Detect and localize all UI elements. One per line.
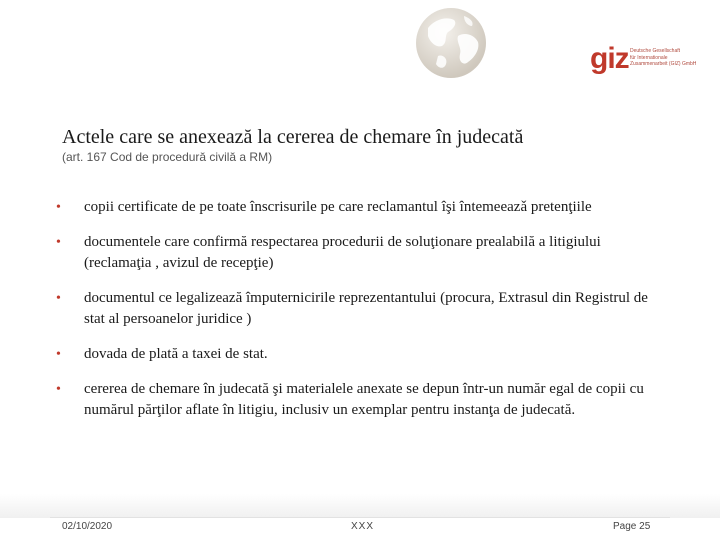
bullet-icon: • <box>56 235 61 250</box>
giz-logo <box>590 42 700 78</box>
list-item <box>56 344 666 365</box>
list-item <box>56 197 666 218</box>
bullet-text: dovada de plată a taxei de stat. <box>84 346 268 362</box>
bullet-text: copii certificate de pe toate înscrisurile pe care reclamantul îşi întemeeazǎ pretenţiile <box>84 199 592 215</box>
logo-mark: giz <box>590 42 629 75</box>
logo-line: für Internationale <box>630 54 668 61</box>
bullet-text: documentul ce legalizează împuternicirile reprezentantului (procura, Extrasul din Registrul de stat al persoanelor juridice ) <box>84 290 648 327</box>
bullet-icon: • <box>56 347 61 362</box>
bullet-icon: • <box>56 382 61 397</box>
logo-text <box>630 48 700 68</box>
footer-divider <box>50 517 670 518</box>
slide-subtitle: (art. 167 Cod de procedură civilă a RM) <box>62 150 273 164</box>
list-item <box>56 379 666 421</box>
page-number: Page 25 <box>613 521 651 532</box>
slide-title: Actele care se anexează la cererea de chemare în judecată <box>62 126 524 148</box>
list-item <box>56 232 666 274</box>
logo-line: Deutsche Gesellschaft <box>630 48 681 54</box>
list-item <box>56 288 666 330</box>
bullet-icon: • <box>56 200 61 215</box>
bullet-text: cererea de chemare în judecată şi materialele anexate se depun într-un număr egal de copii cu numărul părţilor aflate în litigiu, inclusiv un exemplar pentru instanţa de judecată. <box>84 381 644 418</box>
footer-date: 02/10/2020 <box>62 521 113 532</box>
footer-shadow <box>0 494 720 518</box>
footer-center: XXX <box>351 521 375 532</box>
globe-icon <box>414 6 488 80</box>
bullet-icon: • <box>56 291 61 306</box>
logo-line: Zusammenarbeit (GIZ) GmbH <box>630 61 697 67</box>
bullet-list <box>56 197 666 421</box>
bullet-text: documentele care confirmă respectarea procedurii de soluţionare prealabilă a litigiului (reclamaţia , avizul de recepţie) <box>84 234 601 271</box>
